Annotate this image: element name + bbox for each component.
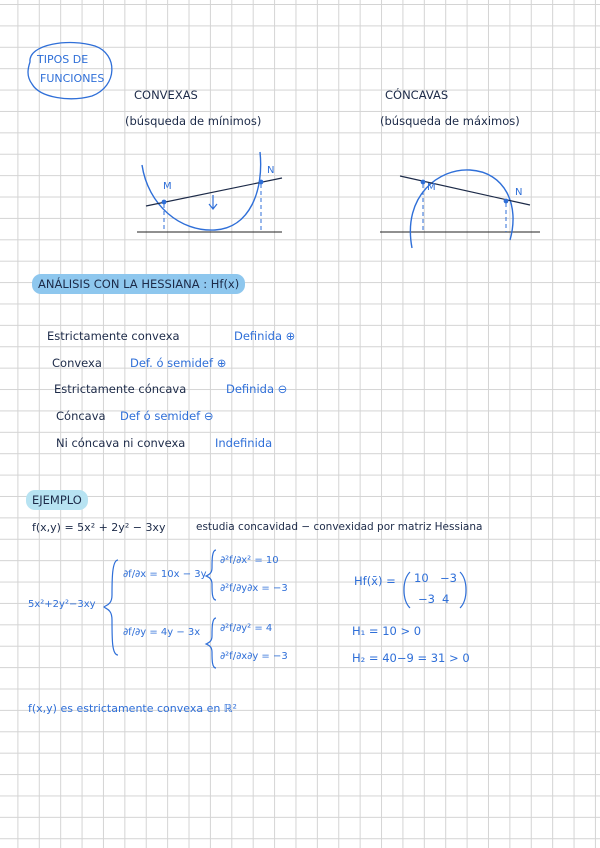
analisis-row-1-value: Definida ⊕ bbox=[234, 329, 296, 343]
concave-label-n: N bbox=[515, 187, 523, 198]
ejemplo-function: f(x,y) = 5x² + 2y² − 3xy bbox=[32, 521, 166, 534]
analisis-row-5-value: Indefinida bbox=[215, 436, 273, 450]
minor-h2: H₂ = 40−9 = 31 > 0 bbox=[352, 651, 470, 665]
convex-label-n: N bbox=[267, 165, 275, 176]
analisis-row-5-label: Ni cóncava ni convexa bbox=[56, 436, 186, 450]
analisis-row-4-label: Cóncava bbox=[56, 409, 106, 423]
convex-point-n bbox=[259, 180, 264, 185]
matrix-cell-22: 4 bbox=[442, 592, 450, 606]
partial-yy: ∂²f/∂y² = 4 bbox=[220, 623, 273, 634]
partial-x: ∂f/∂x = 10x − 3y bbox=[123, 569, 207, 580]
convex-curve bbox=[142, 152, 261, 230]
matrix-cell-21: −3 bbox=[418, 592, 435, 606]
down-arrow-icon bbox=[209, 195, 217, 209]
convex-label-m: M bbox=[163, 181, 172, 192]
analisis-row-2-label: Convexa bbox=[52, 356, 102, 370]
ejemplo-statement: estudia concavidad − convexidad por matriz Hessiana bbox=[196, 521, 483, 533]
concave-point-n bbox=[504, 199, 509, 204]
concave-diagram bbox=[380, 170, 540, 248]
convex-point-m bbox=[162, 200, 167, 205]
concavas-heading: CÓNCAVAS bbox=[385, 88, 449, 102]
concave-point-m bbox=[421, 180, 426, 185]
partial-xy: ∂²f/∂x∂y = −3 bbox=[220, 651, 288, 662]
partial-xx: ∂²f/∂x² = 10 bbox=[220, 555, 279, 566]
analisis-row-2-value: Def. ó semidef ⊕ bbox=[130, 356, 227, 370]
analisis-row-4-value: Def ó semidef ⊖ bbox=[120, 409, 214, 423]
partial-y: ∂f/∂y = 4y − 3x bbox=[123, 627, 201, 638]
concavas-subtitle: (búsqueda de máximos) bbox=[380, 114, 520, 128]
matrix-left-bracket bbox=[404, 572, 410, 608]
analisis-row-3-label: Estrictamente cóncava bbox=[54, 382, 187, 396]
convexas-subtitle: (búsqueda de mínimos) bbox=[125, 114, 262, 128]
concave-secant bbox=[400, 176, 530, 205]
convex-diagram bbox=[137, 152, 282, 232]
minor-h1: H₁ = 10 > 0 bbox=[352, 624, 422, 638]
analisis-heading: ANÁLISIS CON LA HESSIANA : Hf(x) bbox=[32, 274, 245, 294]
matrix-cell-12: −3 bbox=[440, 571, 457, 585]
analisis-row-3-value: Definida ⊖ bbox=[226, 382, 288, 396]
title-line-1: TIPOS DE bbox=[37, 53, 89, 66]
concave-label-m: M bbox=[427, 182, 436, 193]
analisis-row-1-label: Estrictamente convexa bbox=[47, 329, 180, 343]
ejemplo-heading: EJEMPLO bbox=[26, 490, 88, 510]
convexas-heading: CONVEXAS bbox=[134, 88, 198, 102]
matrix-cell-11: 10 bbox=[414, 571, 429, 585]
title-line-2: FUNCIONES bbox=[40, 72, 105, 85]
conclusion: f(x,y) es estrictamente convexa en ℝ² bbox=[28, 702, 237, 715]
partial-yx: ∂²f/∂y∂x = −3 bbox=[220, 583, 288, 594]
matrix-right-bracket bbox=[460, 572, 466, 608]
hessian-label: Hf(x̄) = bbox=[354, 574, 396, 588]
ejemplo-function-side: 5x²+2y²−3xy bbox=[28, 599, 96, 610]
